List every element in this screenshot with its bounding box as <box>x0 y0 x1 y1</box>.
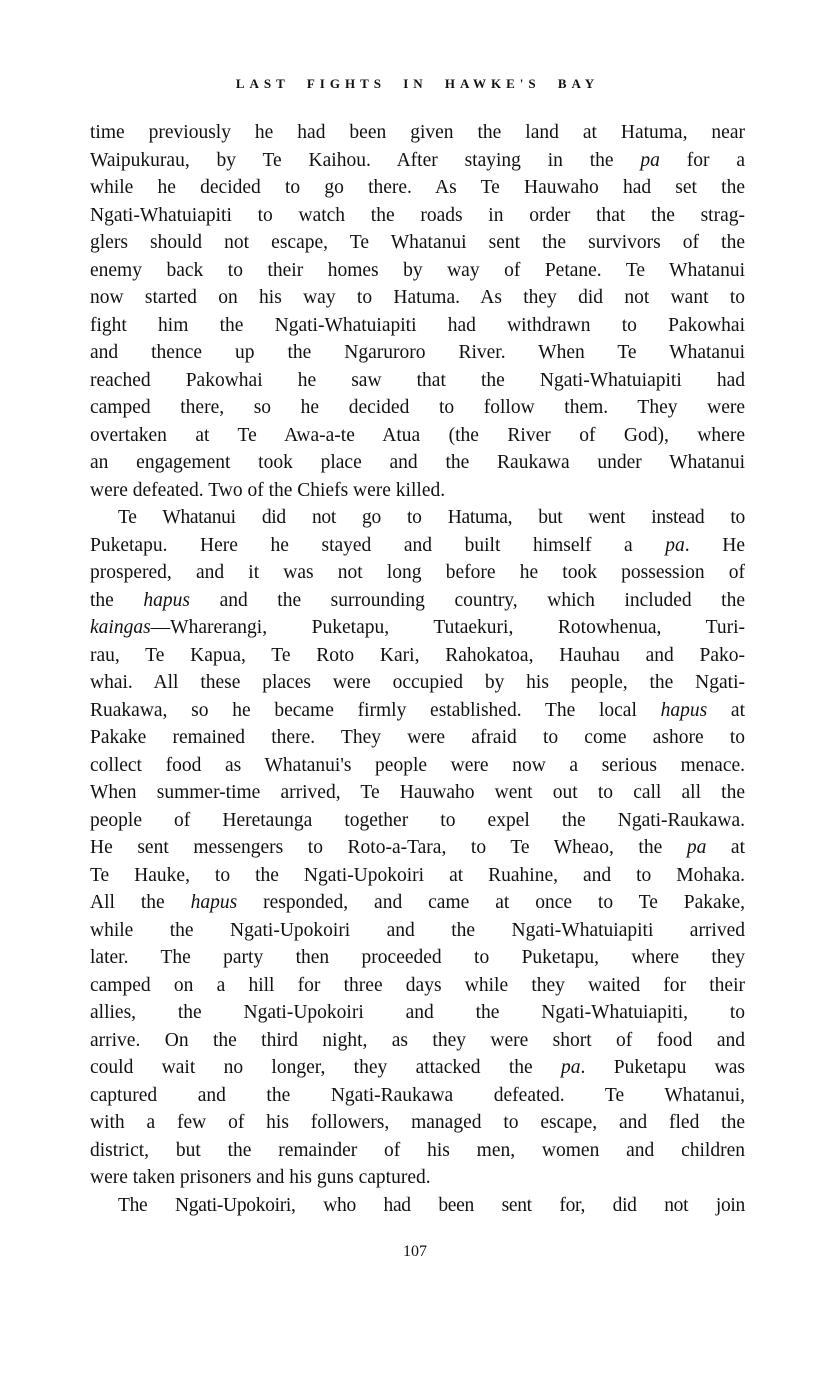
paragraph-last-line: were taken prisoners and his guns captured. <box>90 1167 431 1188</box>
text-line: Ruakawa, so he became firmly established. The local hapus at <box>90 699 745 721</box>
text-line: kaingas—Wharerangi, Puketapu, Tutaekuri, Rotowhenua, Turi- <box>90 617 745 638</box>
text-line: with a few of his followers, managed to escape, and fled the <box>90 1112 745 1133</box>
text-line: captured and the Ngati-Raukawa defeated. Te Whatanui, <box>90 1084 745 1106</box>
text-line: Waipukurau, by Te Kaihou. After staying in the pa for a <box>90 149 745 171</box>
text-line: He sent messengers to Roto-a-Tara, to Te Wheao, the pa at <box>90 837 745 858</box>
text-line: arrive. On the third night, as they were short of food and <box>90 1029 745 1051</box>
text-line: district, but the remainder of his men, women and children <box>90 1139 745 1161</box>
page-number: 107 <box>403 1243 427 1260</box>
text-line: Puketapu. Here he stayed and built himself a pa. He <box>90 534 745 556</box>
text-line: an engagement took place and the Raukawa under Whatanui <box>90 452 745 473</box>
text-line: prospered, and it was not long before he took possession of <box>90 562 745 583</box>
running-head: LAST FIGHTS IN HAWKE'S BAY <box>235 76 600 91</box>
text-line: All the hapus responded, and came at once to Te Pakake, <box>90 892 745 913</box>
text-line: and thence up the Ngaruroro River. When Te Whatanui <box>90 342 745 363</box>
text-line: camped there, so he decided to follow them. They were <box>90 397 745 418</box>
text-line: fight him the Ngati-Whatuiapiti had withdrawn to Pakowhai <box>90 314 745 336</box>
text-line: time previously he had been given the land at Hatuma, near <box>90 122 745 143</box>
text-line: collect food as Whatanui's people were now a serious menace. <box>90 754 745 776</box>
text-line: rau, Te Kapua, Te Roto Kari, Rahokatoa, Hauhau and Pako- <box>90 644 745 666</box>
paragraph-last-line: were defeated. Two of the Chiefs were killed. <box>90 479 446 501</box>
text-line: Pakake remained there. They were afraid to come ashore to <box>90 727 745 748</box>
body-text <box>90 119 745 1219</box>
paragraph-first-line: Te Whatanui did not go to Hatuma, but went instead to <box>118 507 745 528</box>
text-line: later. The party then proceeded to Puketapu, where they <box>90 947 745 968</box>
text-line: overtaken at Te Awa-a-te Atua (the River of God), where <box>90 424 745 446</box>
paragraph-first-line: The Ngati-Upokoiri, who had been sent for, did not join <box>118 1194 745 1216</box>
text-line: reached Pakowhai he saw that the Ngati-Whatuiapiti had <box>90 369 745 391</box>
text-line: Te Hauke, to the Ngati-Upokoiri at Ruahine, and to Mohaka. <box>90 864 745 886</box>
text-line: while the Ngati-Upokoiri and the Ngati-Whatuiapiti arrived <box>90 919 745 941</box>
text-line: enemy back to their homes by way of Petane. Te Whatanui <box>90 259 745 281</box>
text-line: whai. All these places were occupied by his people, the Ngati- <box>90 672 745 693</box>
text-line: people of Heretaunga together to expel the Ngati-Raukawa. <box>90 809 745 831</box>
text-line: while he decided to go there. As Te Hauwaho had set the <box>90 177 745 198</box>
text-line: now started on his way to Hatuma. As they did not want to <box>90 287 745 308</box>
text-line: glers should not escape, Te Whatanui sent the survivors of the <box>90 232 745 253</box>
text-line: Ngati-Whatuiapiti to watch the roads in order that the strag- <box>90 204 745 226</box>
text-line: the hapus and the surrounding country, which included the <box>90 589 745 611</box>
text-line: allies, the Ngati-Upokoiri and the Ngati-Whatuiapiti, to <box>90 1002 745 1023</box>
text-line: could wait no longer, they attacked the pa. Puketapu was <box>90 1057 745 1078</box>
text-line: camped on a hill for three days while they waited for their <box>90 974 745 996</box>
text-line: When summer-time arrived, Te Hauwaho went out to call all the <box>90 782 745 803</box>
